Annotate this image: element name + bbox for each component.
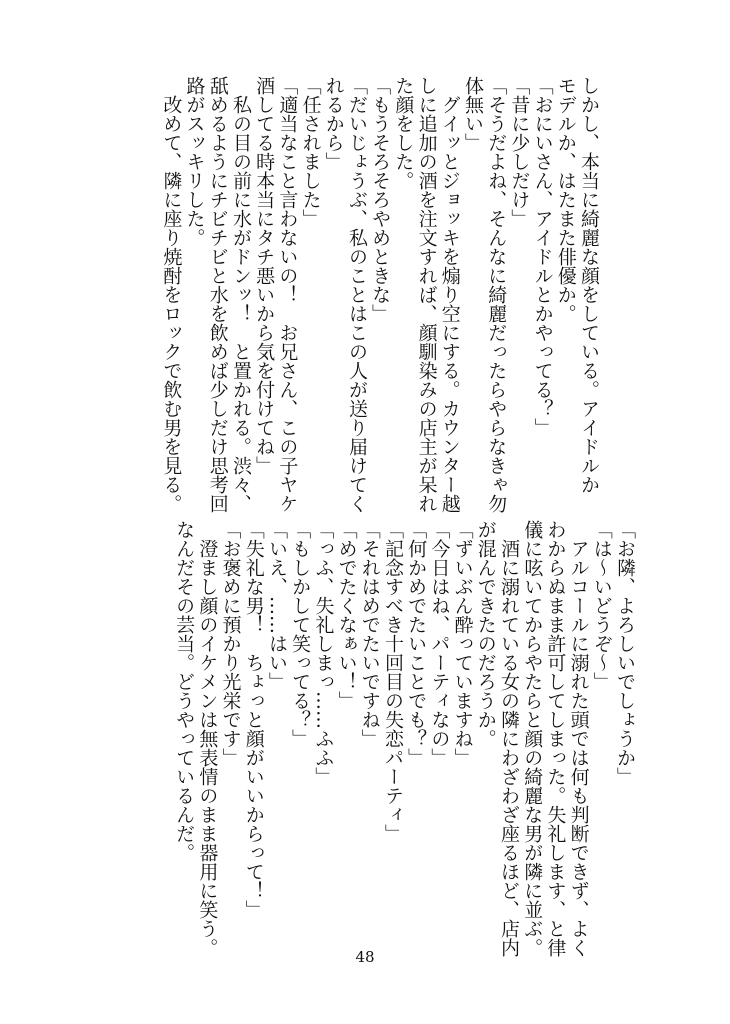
text-line: なんだその芸当。どうやっているんだ。: [173, 520, 196, 862]
text-line: 「失礼な男！ ちょっと顔がいいからって！」: [242, 520, 265, 919]
page-number: 48: [355, 948, 375, 966]
text-line: 体無い」: [461, 76, 484, 152]
text-line: 「それはめでたいですね」: [358, 520, 381, 748]
text-line: 「任されました」: [299, 76, 322, 228]
text-line: 「適当なこと言わないの！ お兄さん、この子ヤケ: [276, 76, 299, 513]
text-line: れるから」: [322, 76, 345, 171]
text-line: 酒してる時本当にタチ悪いから気を付けてね」: [253, 76, 276, 475]
text-line: 「記念すべき十回目の失恋パーティ」: [381, 520, 404, 843]
text-line: 儀に呟いてからやたらと顔の綺麗な男が隣に並ぶ。: [521, 520, 544, 957]
text-line: アルコールに溺れた頭では何も判断できず、よく: [567, 520, 590, 957]
text-line: 「っふ、失礼しまっ……ふふ」: [312, 520, 335, 786]
text-line: 舐めるようにチビチビと水を飲めば少しだけ思考回: [206, 76, 229, 513]
text-line: 「いえ、……はい」: [265, 520, 288, 691]
text-line: わからぬまま許可してしまった。失礼します、と律: [544, 520, 567, 957]
text-line: 「おにいさん、アイドルとかやってる？」: [531, 76, 554, 437]
text-line: 「もうそろそろやめときな」: [369, 76, 392, 323]
text-line: 「は～いどうぞ～」: [590, 520, 613, 691]
text-line: 「めでたくなぁい！」: [335, 520, 358, 710]
text-line: 私の目の前に水がドンッ！ と置かれる。渋々、: [229, 76, 252, 513]
text-block-upper: [150, 76, 600, 513]
text-line: が混んできたのだろうか。: [474, 520, 497, 748]
text-line: 「もしかして笑ってる？」: [289, 520, 312, 748]
text-line: 「だいじょうぶ、私のことはこの人が送り届けてく: [345, 76, 368, 513]
text-line: た顔をした。: [392, 76, 415, 190]
text-line: 「ずいぶん酔っていますね」: [451, 520, 474, 767]
text-line: グイッとジョッキを煽り空にする。カウンター越: [438, 76, 461, 513]
text-line: 「何かめでたいことでも？」: [405, 520, 428, 767]
text-line: 「そうだよね、そんなに綺麗だったらやらなきゃ勿: [485, 76, 508, 513]
text-line: モデルか、はたまた俳優か。: [554, 76, 577, 323]
text-line: 「お褒めに預かり光栄です」: [219, 520, 242, 767]
text-line: 澄まし顔のイケメンは無表情のまま器用に笑う。: [196, 520, 219, 957]
text-line: 路がスッキリした。: [183, 76, 206, 247]
text-line: 「昔に少しだけ」: [508, 76, 531, 228]
text-line: 「お隣、よろしいでしょうか」: [614, 520, 636, 786]
text-line: 改めて、隣に座り焼酎をロックで飲む男を見る。: [160, 76, 183, 513]
text-line: しに追加の酒を注文すれば、顔馴染みの店主が呆れ: [415, 76, 438, 513]
text-line: しかし、本当に綺麗な顔をしている。アイドルか: [578, 76, 600, 494]
text-line: 酒に溺れている女の隣にわざわざ座るほど、店内: [497, 520, 520, 957]
text-line: 「今日はね、パーティなの」: [428, 520, 451, 767]
